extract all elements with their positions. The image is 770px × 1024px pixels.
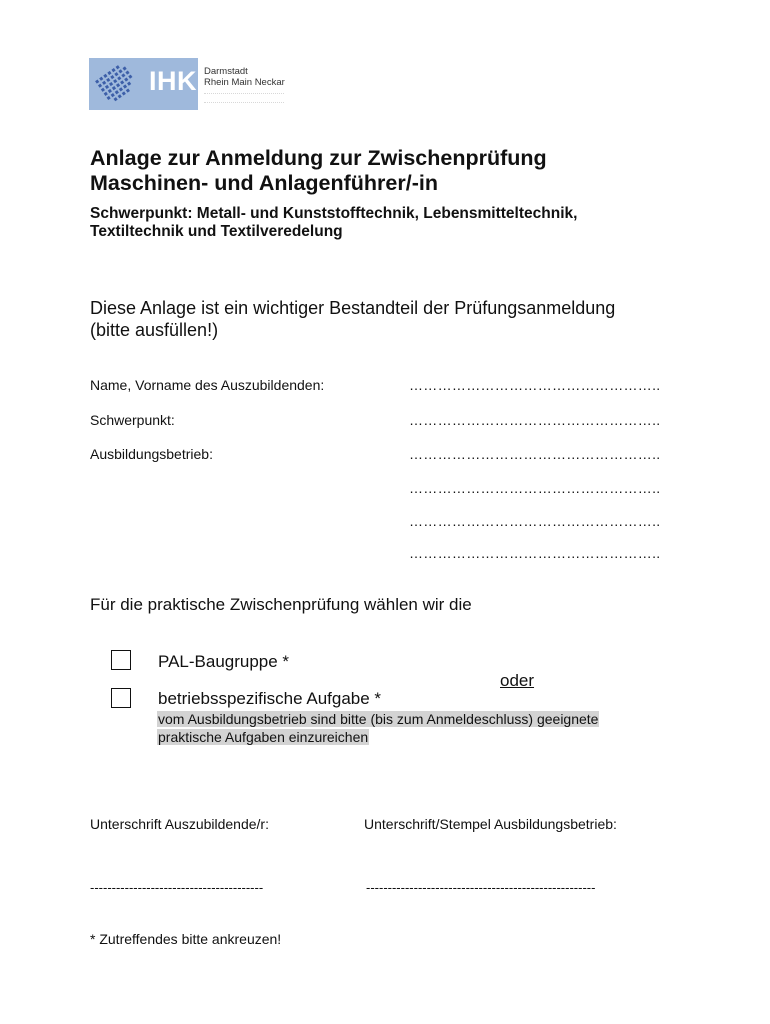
trainee-signature-line[interactable]: ---------------------------------------- — [90, 880, 264, 895]
name-label: Name, Vorname des Auszubildenden: — [90, 377, 325, 393]
address-line-3-field[interactable]: …………………………………………….. — [409, 545, 661, 561]
company-task-note — [157, 710, 599, 746]
intro-line-2: (bitte ausfüllen!) — [90, 320, 219, 340]
note-line-2: praktische Aufgaben einzureichen — [158, 729, 369, 745]
trainee-signature-label: Unterschrift Auszubildende/r: — [90, 816, 269, 832]
focus-area-field[interactable]: …………………………………………….. — [409, 412, 661, 428]
training-company-field[interactable]: …………………………………………….. — [409, 446, 661, 462]
ihk-logo — [89, 56, 285, 112]
company-signature-label: Unterschrift/Stempel Ausbildungsbetrieb: — [364, 816, 617, 832]
logo-region-line: Rhein Main Neckar — [204, 77, 285, 88]
ihk-emblem-icon — [93, 64, 145, 104]
note-line-1: vom Ausbildungsbetrieb sind bitte (bis zum Anmeldeschluss) geeignete — [158, 711, 599, 727]
document-subtitle — [90, 205, 730, 241]
title-line-2: Maschinen- und Anlagenführer/-in — [90, 171, 438, 195]
practical-exam-heading: Für die praktische Zwischenprüfung wählen wir die — [90, 595, 472, 614]
company-task-label: betriebsspezifische Aufgabe * — [158, 689, 382, 708]
pal-module-checkbox[interactable] — [111, 650, 131, 670]
logo-background — [89, 58, 198, 110]
focus-area-label: Schwerpunkt: — [90, 412, 175, 428]
pal-module-label: PAL-Baugruppe * — [158, 652, 290, 671]
footer-note: * Zutreffendes bitte ankreuzen! — [90, 931, 282, 947]
subtitle-line-2: Textiltechnik und Textilveredelung — [90, 223, 343, 240]
intro-text — [90, 297, 730, 341]
logo-city-line: Darmstadt — [204, 66, 248, 77]
document-title — [90, 146, 730, 196]
name-field[interactable]: …………………………………………….. — [409, 377, 661, 393]
intro-line-1: Diese Anlage ist ein wichtiger Bestandteil der Prüfungsanmeldung — [90, 298, 616, 318]
subtitle-line-1: Schwerpunkt: Metall- und Kunststofftechnik, Lebensmitteltechnik, — [90, 205, 578, 222]
or-label: oder — [500, 671, 535, 690]
address-line-1-field[interactable]: …………………………………………….. — [409, 480, 661, 496]
company-task-checkbox[interactable] — [111, 688, 131, 708]
training-company-label: Ausbildungsbetrieb: — [90, 446, 213, 462]
company-signature-line[interactable]: ----------------------------------------------------- — [366, 880, 596, 895]
logo-faint-underline — [204, 93, 284, 103]
address-line-2-field[interactable]: …………………………………………….. — [409, 513, 661, 529]
title-line-1: Anlage zur Anmeldung zur Zwischenprüfung — [90, 146, 547, 170]
logo-brand-text: IHK — [149, 66, 197, 96]
